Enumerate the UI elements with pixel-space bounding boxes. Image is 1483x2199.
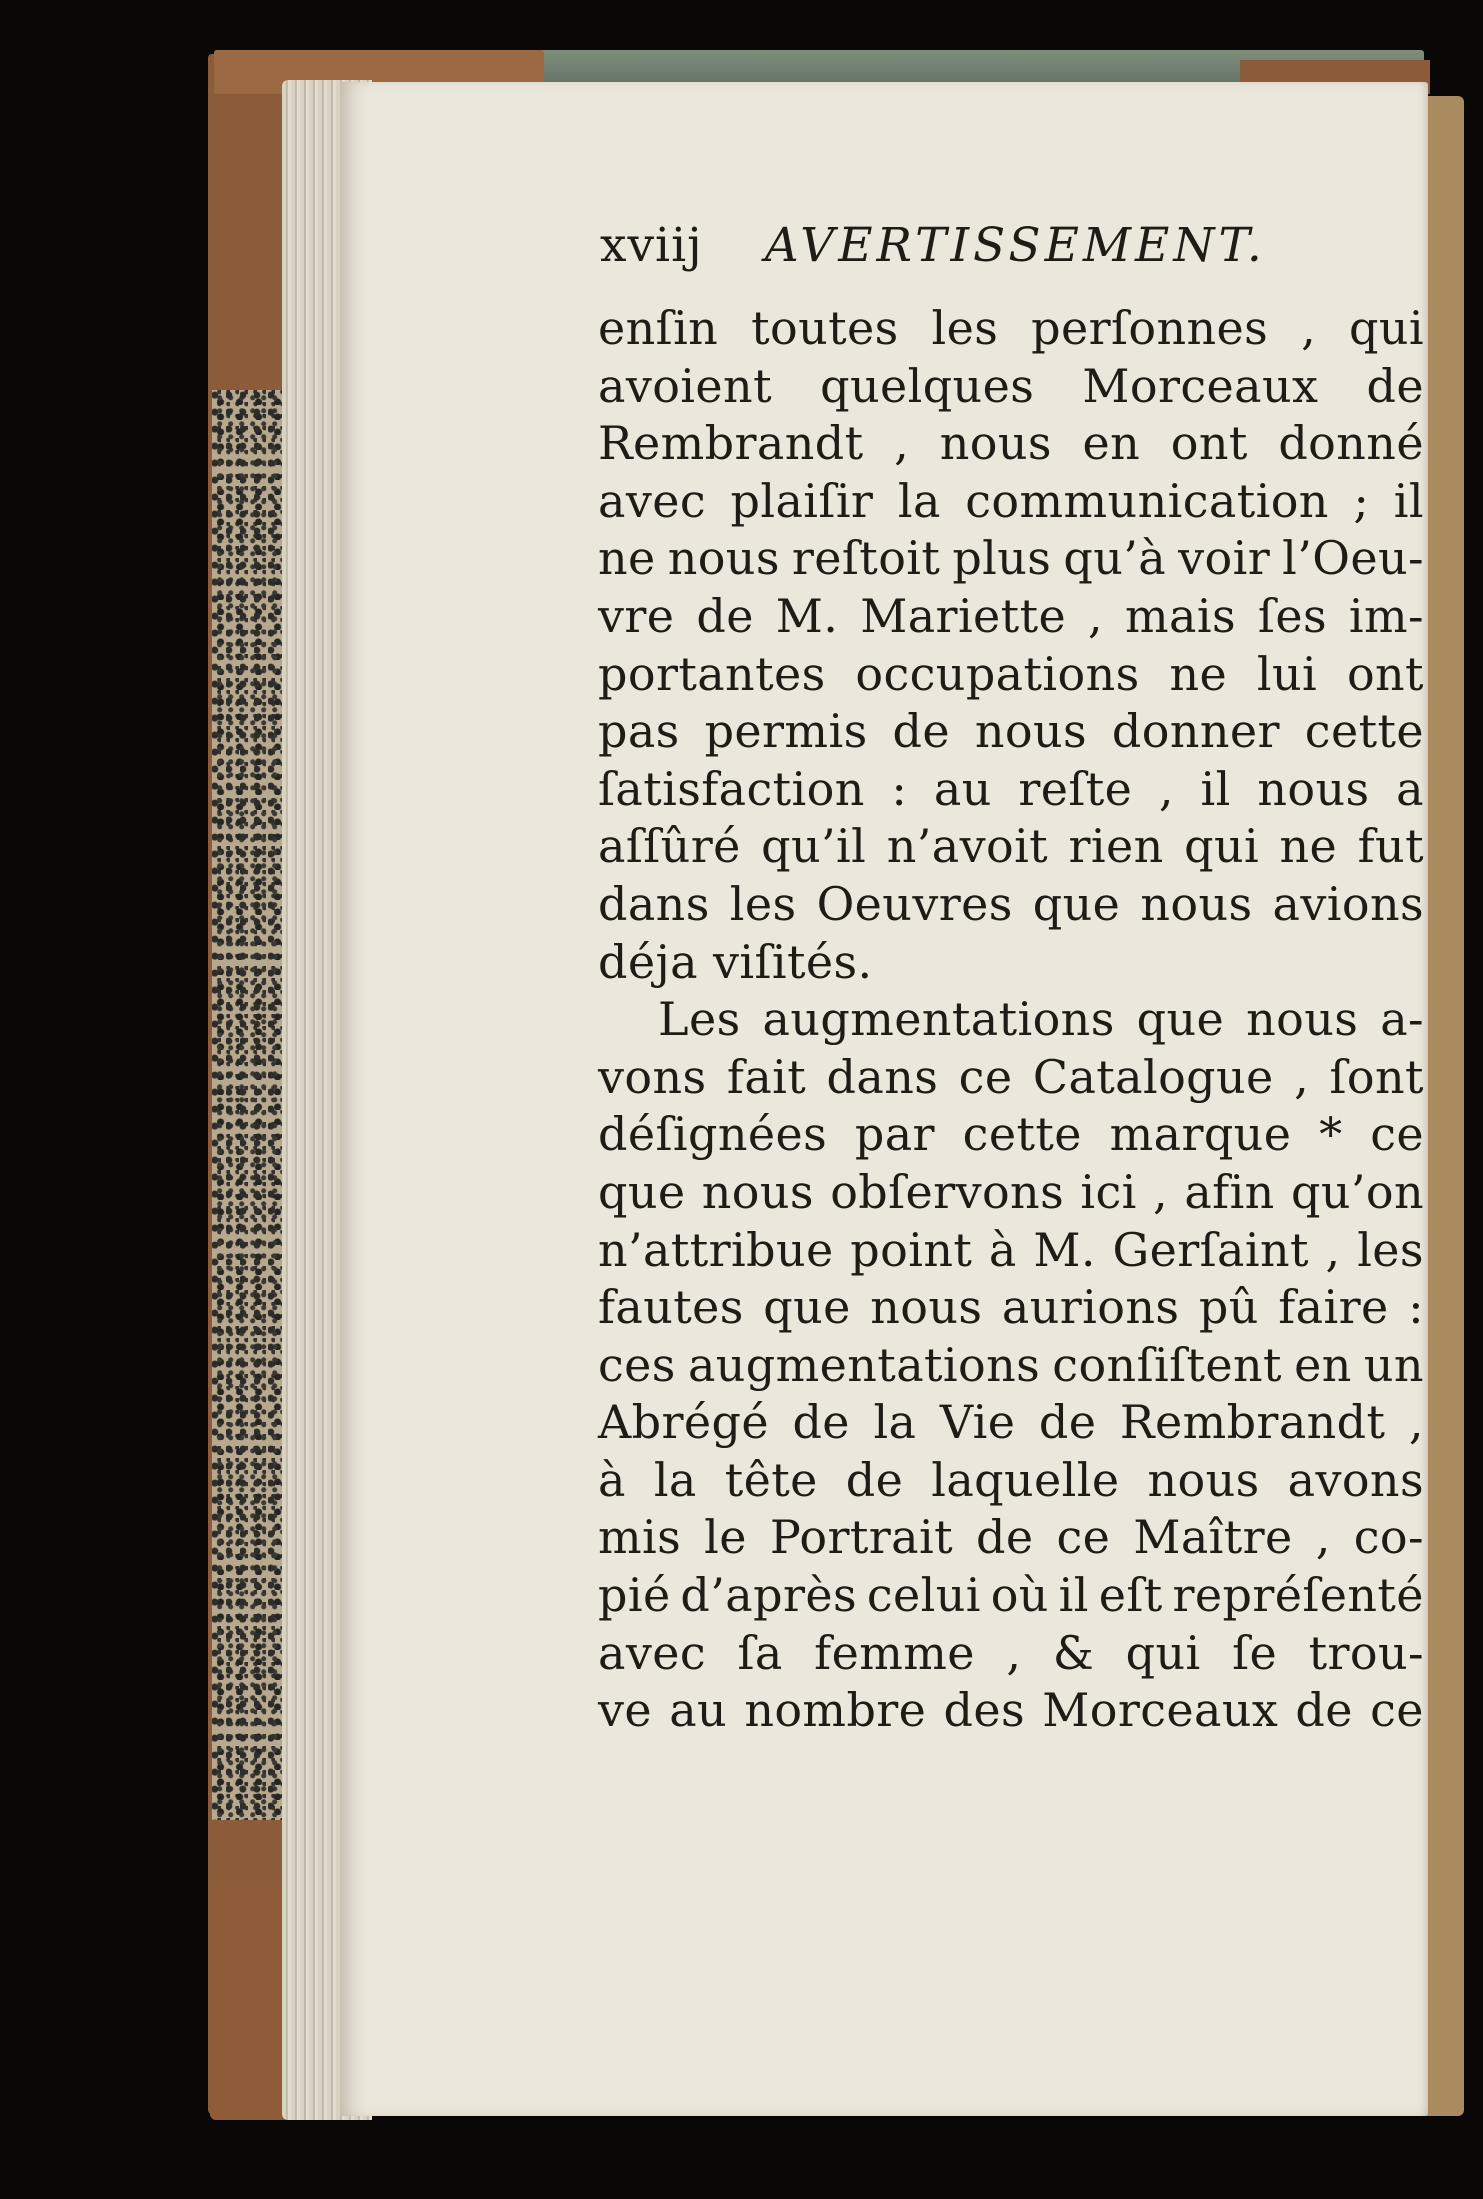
text-line: ſatisfaction : au reſte , il nous a — [598, 761, 1424, 816]
text-line: avoient quelques Morceaux de — [598, 358, 1424, 413]
marbled-endpaper — [212, 390, 284, 1820]
text-line: ve au nombre des Morceaux de ce — [598, 1683, 1424, 1738]
page-number: xviij — [600, 218, 703, 273]
paragraph-end-line: déja viſités. — [598, 934, 873, 989]
text-line: avec plaiſir la communication ; il — [598, 473, 1424, 528]
text-line: à la tête de laquelle nous avons — [598, 1452, 1424, 1507]
text-line: que nous obſervons ici , afin qu’on — [598, 1164, 1424, 1219]
text-line: n’attribue point à M. Gerſaint , les — [598, 1222, 1424, 1277]
text-line: dans les Oeuvres que nous avions — [598, 876, 1424, 931]
text-line: ces augmentations conſiſtent en un — [598, 1337, 1424, 1392]
text-line: vre de M. Mariette , mais ſes im- — [598, 588, 1424, 643]
page-text-block — [598, 218, 1424, 1740]
text-line: portantes occupations ne lui ont — [598, 646, 1424, 701]
book-page — [340, 82, 1428, 2116]
text-line: mis le Portrait de ce Maître , co- — [598, 1510, 1424, 1565]
text-line: aſſûré qu’il n’avoit rien qui ne fut — [598, 819, 1424, 874]
text-line: pié d’après celui où il eſt repréſenté — [598, 1568, 1424, 1623]
text-line: pas permis de nous donner cette — [598, 704, 1424, 759]
text-line: vons fait dans ce Catalogue , ſont — [598, 1049, 1424, 1104]
paragraph-start-line: Les augmentations que nous a- — [658, 992, 1424, 1047]
text-line: déſignées par cette marque * ce — [598, 1107, 1424, 1162]
running-title: AVERTISSEMENT. — [764, 218, 1266, 273]
running-head — [600, 218, 1424, 300]
text-line: avec ſa femme , & qui ſe trou- — [598, 1625, 1424, 1680]
text-line: Abrégé de la Vie de Rembrandt , — [598, 1395, 1424, 1450]
text-line: enſin toutes les perſonnes , qui — [598, 301, 1424, 355]
text-line: Rembrandt , nous en ont donné — [598, 416, 1424, 471]
text-line: fautes que nous aurions pû faire : — [598, 1280, 1424, 1335]
text-line: ne nous reſtoit plus qu’à voir l’Oeu- — [598, 531, 1424, 586]
